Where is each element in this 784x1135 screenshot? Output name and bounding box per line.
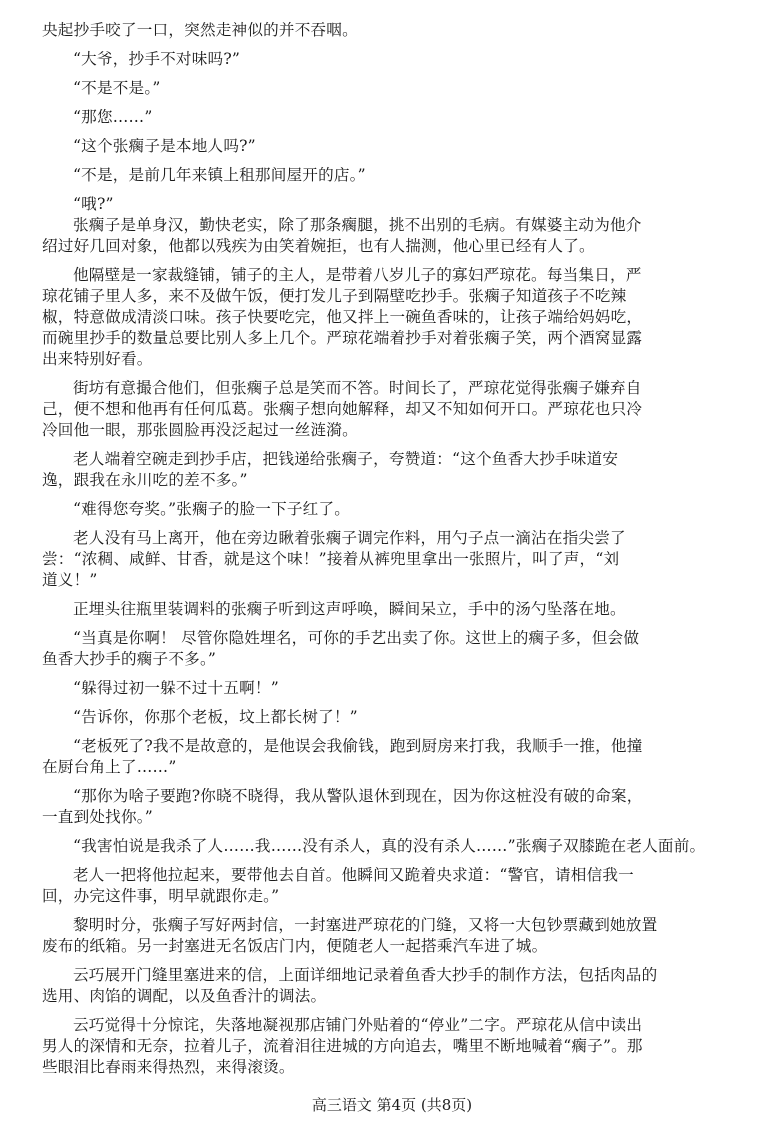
- text-line: 己，便不想和他再有任何瓜葛。张瘸子想向她解释，却又不知如何开口。严琼花也只冷: [42, 400, 643, 418]
- text-line: “老板死了?我不是故意的，是他误会我偷钱，跑到厨房来打我，我顺手一推，他撞: [73, 737, 643, 755]
- text-line: “我害怕说是我杀了人……我……没有杀人，真的没有杀人……”张瘸子双膝跪在老人面前。: [73, 837, 706, 855]
- page-footer: 高三语文 第4页 (共8页): [311, 1096, 473, 1114]
- text-line: 一直到处找你。”: [42, 808, 153, 826]
- text-line: “不是，是前几年来镇上租那间屋开的店。”: [73, 166, 366, 184]
- text-line: 他隔壁是一家裁缝铺，铺子的主人，是带着八岁儿子的寡妇严琼花。每当集日，严: [73, 266, 642, 284]
- text-line: “那您……”: [73, 108, 153, 126]
- text-line: 在厨台角上了……”: [42, 758, 177, 776]
- text-line: 冷回他一眼，那张圆脸再没泛起过一丝涟漪。: [42, 421, 358, 439]
- text-line: “不是不是。”: [73, 79, 161, 97]
- text-line: 些眼泪比春雨来得热烈，来得滚烫。: [42, 1058, 295, 1076]
- text-line: 张瘸子是单身汉，勤快老实，除了那条瘸腿，挑不出别的毛病。有媒婆主动为他介: [73, 216, 642, 234]
- text-line: “躲得过初一躲不过十五啊！”: [73, 679, 279, 697]
- text-line: “这个张瘸子是本地人吗?”: [73, 137, 256, 155]
- text-line: “大爷，抄手不对味吗?”: [73, 50, 241, 68]
- text-line: 回，办完这件事，明早就跟你走。”: [42, 887, 280, 905]
- text-line: 尝：“浓稠、咸鲜、甘香，就是这个味！”接着从裤兜里拿出一张照片，叫了声，“刘: [42, 550, 620, 568]
- text-line: 老人没有马上离开，他在旁边瞅着张瘸子调完作料，用勺子点一滴沾在指尖尝了: [73, 529, 626, 547]
- text-line: 黎明时分，张瘸子写好两封信，一封塞进严琼花的门缝，又将一大包钞票藏到她放置: [73, 916, 658, 934]
- text-line: 琼花铺子里人多，来不及做午饭，便打发儿子到隔壁吃抄手。张瘸子知道孩子不吃辣: [42, 287, 627, 305]
- text-line: 街坊有意撮合他们，但张瘸子总是笑而不答。时间长了，严琼花觉得张瘸子嫌弃自: [73, 379, 642, 397]
- text-line: 正埋头往瓶里装调料的张瘸子听到这声呼唤，瞬间呆立，手中的汤勺坠落在地。: [73, 600, 626, 618]
- text-line: 绍过好几回对象，他都以残疾为由笑着婉拒，也有人揣测，他心里已经有人了。: [42, 237, 595, 255]
- text-line: 废布的纸箱。另一封塞进无名饭店门内，便随老人一起搭乘汽车进了城。: [42, 937, 548, 955]
- text-line: 选用、肉馅的调配，以及鱼香汁的调法。: [42, 987, 327, 1005]
- text-line: 逸，跟我在永川吃的差不多。”: [42, 471, 248, 489]
- text-line: 椒，特意做成清淡口味。孩子快要吃完，他又拌上一碗鱼香味的，让孩子端给妈妈吃，: [42, 308, 643, 326]
- text-line: “难得您夸奖。”张瘸子的脸一下子红了。: [73, 500, 351, 518]
- text-line: “告诉你，你那个老板，坟上都长树了！”: [73, 708, 358, 726]
- text-line: 云巧展开门缝里塞进来的信，上面详细地记录着鱼香大抄手的制作方法，包括肉品的: [73, 966, 658, 984]
- text-line: 道义！”: [42, 571, 98, 589]
- text-line: 男人的深情和无奈，拉着儿子，流着泪往进城的方向追去，嘴里不断地喊着“瘸子”。那: [42, 1037, 643, 1055]
- text-line: “哦?”: [73, 195, 114, 213]
- text-line: 老人端着空碗走到抄手店，把钱递给张瘸子，夸赞道：“这个鱼香大抄手味道安: [73, 450, 619, 468]
- text-line: “当真是你啊！ 尽管你隐姓埋名，可你的手艺出卖了你。这世上的瘸子多，但会做: [73, 629, 640, 647]
- text-line: 老人一把将他拉起来，要带他去自首。他瞬间又跪着央求道：“警官，请相信我一: [73, 866, 634, 884]
- text-line: 鱼香大抄手的瘸子不多。”: [42, 650, 217, 668]
- text-line: 而碗里抄手的数量总要比别人多上几个。严琼花端着抄手对着张瘸子笑，两个酒窝显露: [42, 329, 643, 347]
- text-line: 央起抄手咬了一口，突然走神似的并不吞咽。: [42, 21, 358, 39]
- text-line: 云巧觉得十分惊诧，失落地凝视那店铺门外贴着的“停业”二字。严琼花从信中读出: [73, 1016, 643, 1034]
- story-text: [42, 20, 758, 1078]
- text-line: “那你为啥子要跑?你晓不晓得，我从警队退休到现在，因为你这桩没有破的命案，: [73, 787, 643, 805]
- text-line: 出来特别好看。: [42, 350, 153, 368]
